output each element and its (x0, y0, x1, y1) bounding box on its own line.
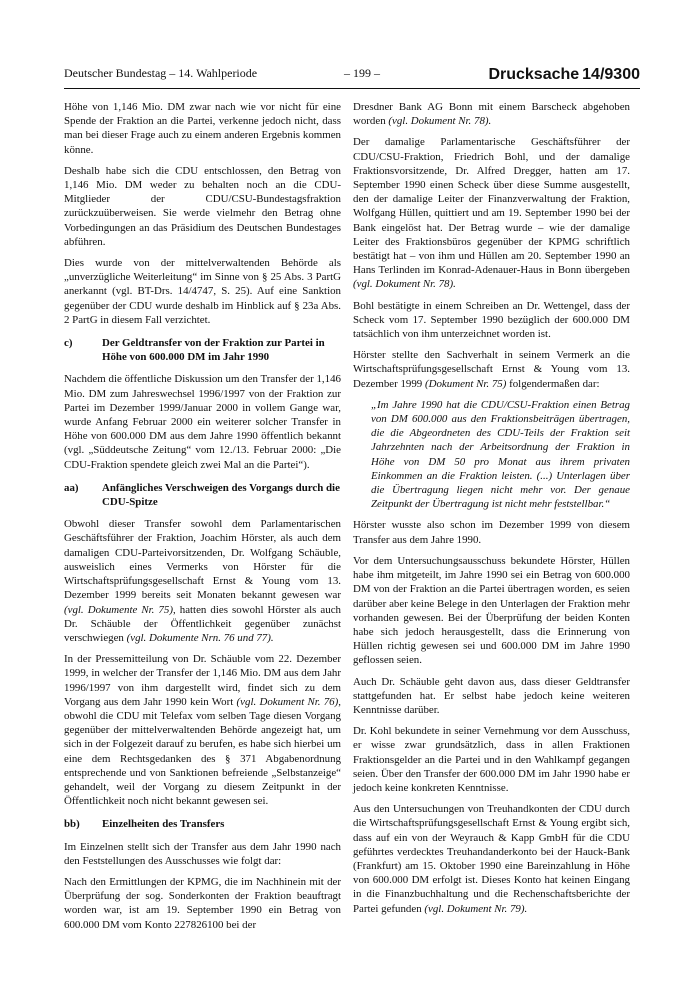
page-header (64, 62, 640, 86)
right-column (353, 100, 630, 923)
drucksache-id (488, 66, 640, 84)
heading-number: bb) (64, 818, 80, 831)
text-run: Der damalige Parlamentarische Geschäftsführer der CDU/CSU-Fraktion, Friedrich Bohl, und der damalige Fraktionsvorsitzende, Dr. Alfred Dregger, hatten am 17. September 1990 einen Scheck über diese Summe ausgestellt, den der damalige Leiter der Finanzverwaltung der Fraktion, Wolfgang Hüllen, quittiert und am 19. September 1990 bei der Bank eingelöst hat. Der Betrag wurde – wie der damalige Leiter des Fraktionsbüros gegenüber der KPMG schriftlich bestätigt hat – von ihm und Hüllen am 20. September 1990 an Hans Terlinden im Konrad-Adenauer-Haus in Bonn übergeben (353, 136, 630, 277)
document-reference: (Dokument Nr. 75) (424, 377, 507, 390)
text-run: Dresdner Bank AG Bonn mit einem Barscheck abgehoben worden (353, 101, 630, 128)
section-heading-c (64, 336, 341, 364)
heading-number: aa) (64, 481, 79, 494)
paragraph: Vor dem Untersuchungsausschuss bekundete Hörster, Hüllen habe ihm mitgeteilt, im Jahre 1990 sei ein Betrag von 600.000 DM von der Fraktion an die Partei übertragen worden, es seien darüber aber keine Belege in den Unterlagen der Fraktion mehr vorhanden gewesen. Bei der Überprüfung der beiden Konten habe sich jedoch herausgestellt, dass die Erinnerung von Hüllen richtig gewesen sei und 600.000 DM im Jahre 1990 geflossen seien. (353, 554, 630, 667)
text-run: In der Pressemitteilung von Dr. Schäuble vom 22. Dezember 1999, in welcher der Transfer der 1,146 Mio. DM aus dem Jahr 1996/1997 von ihm dargestellt wird, findet sich zu dem Vorgang aus dem Jahr 1990 kein Wort (64, 653, 341, 708)
text-run: folgendermaßen dar: (509, 377, 600, 390)
document-reference: (vgl. Dokument Nr. 79). (424, 902, 528, 915)
header-divider (64, 88, 640, 89)
text-run: , hatten dies sowohl Hörster als auch Dr. Schäuble der Öffentlichkeit gegenüber zunächst verschwiegen (64, 603, 341, 644)
paragraph (64, 652, 341, 808)
text-run: , obwohl die CDU mit Telefax vom selben Tage diesen Vorgang gegenüber der mittelverwaltenden Behörde angezeigt hat, um sich in der Folgezeit darauf zu berufen, es habe sich hierbei um eine dem Rechtsgedanken des § 371 Abgabenordnung entsprechende und von Sanktionen befreiende „Selbstanzeige“ gehandelt, weil der Vorgang zu diesem Zeitpunkt in der Öffentlichkeit noch nicht bekannt gewesen sei. (64, 695, 341, 808)
paragraph: Nachdem die öffentliche Diskussion um den Transfer der 1,146 Mio. DM zum Jahreswechsel 1996/1997 von der Fraktion zur Partei im Dezember 1999/Januar 2000 in vollem Gange war, wurde Anfang Februar 2000 ein weiterer solcher Transfer in Höhe von 600.000 DM aus dem Jahre 1990 öffentlich bekannt (vgl. „Süddeutsche Zeitung“ vom 12./13. Februar 2000: „Die CDU-Fraktion spendete gleich zwei Mal an die Partei“). (64, 373, 341, 471)
heading-text: Der Geldtransfer von der Fraktion zur Partei in Höhe von 600.000 DM im Jahr 1990 (102, 337, 325, 364)
paragraph (353, 135, 630, 291)
text-run: Obwohl dieser Transfer sowohl dem Parlamentarischen Geschäftsführer der Fraktion, Joachim Hörster, als auch dem damaligen CDU-Parteivorsitzenden, Dr. Wolfgang Schäuble, ausweislich eines Vermerks von Hörster für die Wirtschaftsprüfungsgesellschaft Ernst & Young vom 13. Dezember 1999 bereits seit Monaten bekannt gewesen war (64, 518, 341, 602)
document-reference: (vgl. Dokument Nr. 78). (353, 278, 456, 291)
page-number: – 199 – (344, 66, 380, 80)
document-reference: (vgl. Dokument Nr. 78). (388, 115, 492, 128)
paragraph (353, 802, 630, 916)
text-run: Aus den Untersuchungen von Treuhandkonten der CDU durch die Wirtschaftsprüfungsgesellschaft Ernst & Young ergibt sich, dass auf ein von der Weyrauch & Kapp GmbH für die CDU geführtes verdecktes Treuhandanderkonto bei der Hauck-Bank (Frankfurt) am 15. Oktober 1990 eine Bareinzahlung in Höhe von 600.000 DM erfolgt ist. Dieses Konto hat keinen Eingang in die Finanzbuchhaltung und die Rechenschaftsberichte der Partei gefunden (353, 803, 630, 915)
paragraph (353, 348, 630, 391)
heading-number: c) (64, 337, 73, 350)
paragraph: Im Einzelnen stellt sich der Transfer aus dem Jahr 1990 nach den Feststellungen des Ausschusses wie folgt dar: (64, 840, 341, 867)
section-heading-aa (64, 481, 341, 509)
document-reference: (vgl. Dokumente Nr. 75) (64, 603, 173, 616)
heading-text: Anfängliches Verschweigen des Vorgangs durch die CDU-Spitze (102, 481, 340, 509)
block-quote: „Im Jahre 1990 hat die CDU/CSU-Fraktion einen Betrag von DM 600.000 aus den Fraktionsbeiträgen übertragen, die die Abgeordneten des CDU-Teils der Fraktion seit Jahrzehnten nach der Arbeitsordnung der Fraktion in Höhe von DM 50 pro Monat aus ihrem privaten Einkommen an die Fraktion leisten. (...) Unterlagen über die Übertragung liegen nicht mehr vor. Der genaue Zeitpunkt der Übertragung ist nicht mehr feststellbar.“ (371, 398, 630, 511)
text-run: Hörster stellte den Sachverhalt in seinem Vermerk an die Wirtschaftsprüfungsgesellschaft Ernst & Young vom 13. Dezember 1999 (353, 349, 630, 390)
paragraph (353, 100, 630, 128)
paragraph: Dr. Kohl bekundete in seiner Vernehmung vor dem Ausschuss, er wisse zwar grundsätzlich, dass in allen Fraktionen Fraktionsgelder an die Partei und in den Wahlkampf gegangen seien. Über den Transfer der 600.000 DM im Jahr 1990 habe er jedoch keine konkreten Kenntnisse. (353, 725, 630, 794)
header-periode: Deutscher Bundestag – 14. Wahlperiode (64, 66, 258, 80)
paragraph: Nach den Ermittlungen der KPMG, die im Nachhinein mit der Überprüfung der sog. Sonderkonten der Fraktion beauftragt worden war, ist am 19. September 1990 ein Betrag von 600.000 DM vom Konto 227826100 bei der (64, 875, 341, 931)
paragraph: Hörster wusste also schon im Dezember 1999 von diesem Transfer aus dem Jahre 1990. (353, 519, 630, 546)
paragraph (64, 517, 341, 645)
paragraph: Dies wurde von der mittelverwaltenden Behörde als „unverzügliche Weiterleitung“ im Sinne von § 25 Abs. 3 PartG anerkannt (vgl. BT-Drs. 14/4747, S. 25). Auf eine Sanktion gegenüber der CDU wurde deshalb im Hinblick auf § 23a Abs. 2 PartG in diesem Fall verzichtet. (64, 257, 341, 326)
document-reference: (vgl. Dokumente Nrn. 76 und 77). (126, 631, 274, 644)
section-heading-bb (64, 817, 341, 831)
heading-text: Einzelheiten des Transfers (102, 818, 225, 831)
paragraph: Bohl bestätigte in einem Schreiben an Dr. Wettengel, dass der Scheck vom 17. September 1990 bezüglich der 600.000 DM tatsächlich von ihm unterzeichnet worden ist. (353, 299, 630, 341)
paragraph: Auch Dr. Schäuble geht davon aus, dass dieser Geldtransfer stattgefunden hat. Er selbst habe jedoch keine weiteren Kenntnisse darüber. (353, 675, 630, 716)
paragraph: Deshalb habe sich die CDU entschlossen, den Betrag von 1,146 Mio. DM weder zu behalten noch an die CDU-Mitglieder der CDU/CSU-Bundestagsfraktion zurückzuüberweisen. Sie werde vielmehr den Betrag ohne Vorbedingungen an das Präsidium des Deutschen Bundestages abführen. (64, 164, 341, 248)
drucksache-label: Drucksache (488, 66, 580, 83)
left-column (64, 100, 341, 939)
paragraph: Höhe von 1,146 Mio. DM zwar nach wie vor nicht für eine Spende der Fraktion an die Partei, verkenne jedoch nicht, dass man bei dieser Frage auch zu einem anderen Ergebnis kommen könne. (64, 101, 341, 156)
document-reference: (vgl. Dokument Nr. 76) (236, 695, 339, 708)
drucksache-number: 14/9300 (582, 66, 640, 83)
